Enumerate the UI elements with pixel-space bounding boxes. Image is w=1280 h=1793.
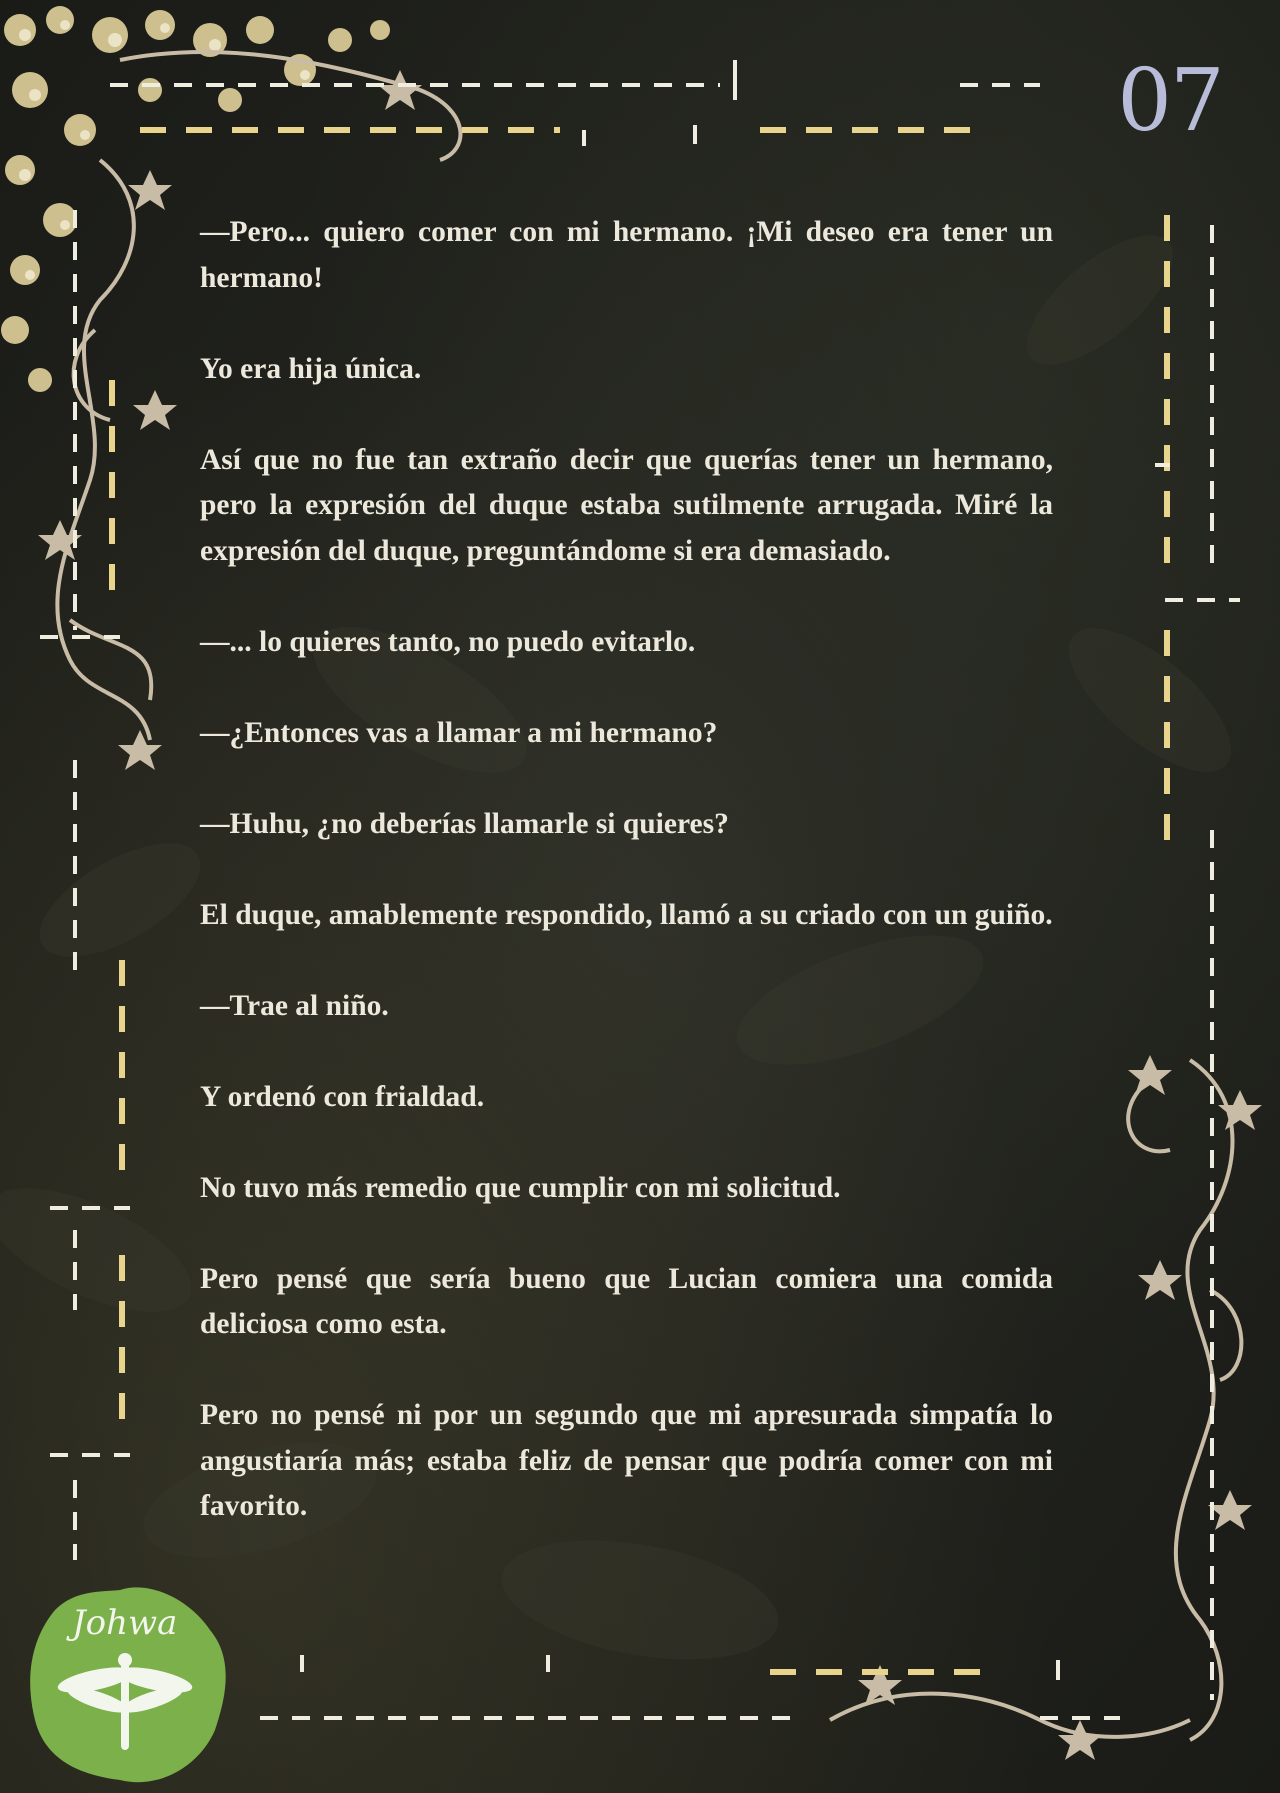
paragraph: Y ordenó con frialdad.: [200, 1080, 485, 1113]
paragraph: —Trae al niño.: [200, 989, 389, 1022]
page-number: 07: [1117, 51, 1223, 151]
paragraph: El duque, amablemente respondido, llamó a su criado con un guiño.: [200, 898, 1053, 931]
paragraph: —... lo quieres tanto, no puedo evitarlo.: [200, 625, 696, 658]
story-text: [200, 210, 1053, 1575]
logo-text: Johwa: [72, 1603, 178, 1643]
paragraph: Pero pensé que sería bueno que Lucian comiera una comida deliciosa como esta.: [200, 1262, 1053, 1340]
paragraph: No tuvo más remedio que cumplir con mi solicitud.: [200, 1171, 841, 1204]
paragraph: —¿Entonces vas a llamar a mi hermano?: [200, 716, 718, 749]
paragraph: —Pero... quiero comer con mi hermano. ¡Mi deseo era tener un hermano!: [200, 216, 1053, 294]
paragraph: —Huhu, ¿no deberías llamarle si quieres?: [200, 807, 729, 840]
paragraph: Así que no fue tan extraño decir que querías tener un hermano, pero la expresión del duque estaba sutilmente arrugada. Miré la expresión del duque, preguntándome si era demasiado.: [200, 443, 1053, 567]
paragraph: Pero no pensé ni por un segundo que mi apresurada simpatía lo angustiaría más; estaba feliz de pensar que podría comer con mi favorito.: [200, 1399, 1053, 1522]
paragraph: Yo era hija única.: [200, 352, 422, 385]
